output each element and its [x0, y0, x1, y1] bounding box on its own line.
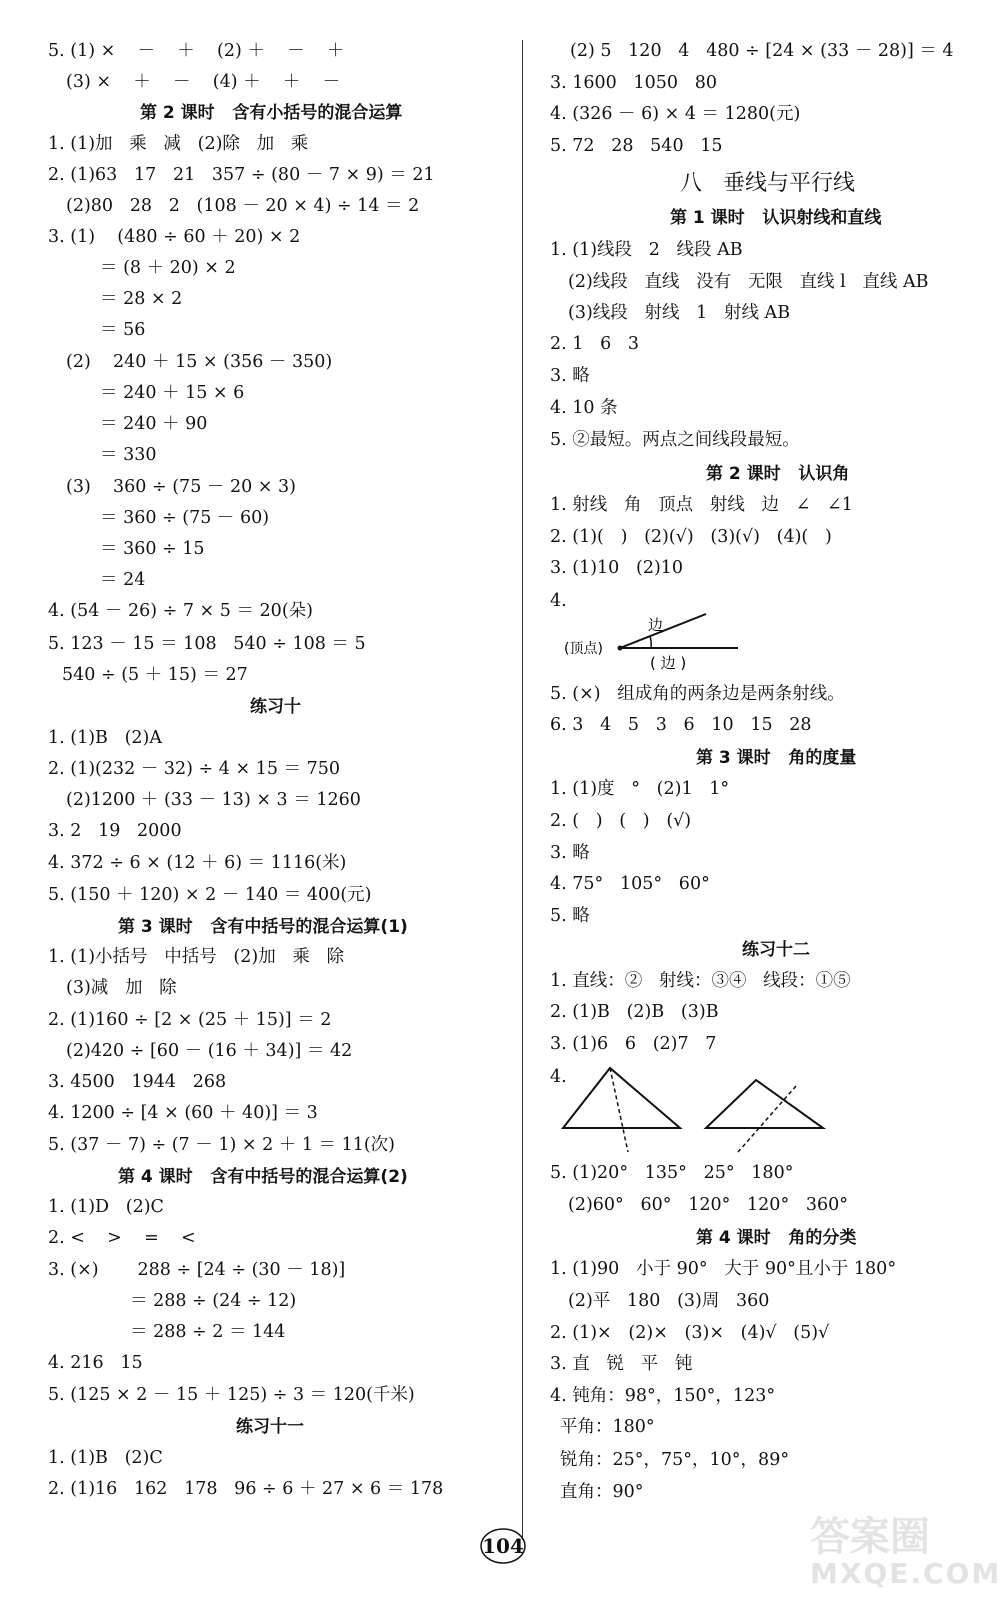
answer-line: (3) × ＋ － (4) ＋ ＋ －: [66, 72, 341, 92]
section-heading: 第 2 课时 认识角: [706, 464, 850, 484]
answer-line: 2. 1 6 3: [550, 334, 640, 354]
answer-line: (3)线段 射线 1 射线 AB: [568, 303, 791, 323]
answer-line: 2. (1)× (2)× (3)× (4)√ (5)√: [550, 1323, 830, 1343]
chapter-title: 八 垂线与平行线: [680, 171, 855, 196]
answer-line: 3. 1600 1050 80: [550, 73, 717, 93]
answer-line: 2. (1)160 ÷ [2 × (25 ＋ 15)] ＝ 2: [48, 1010, 332, 1030]
answer-line: ＝ 28 × 2: [100, 289, 183, 309]
answer-line: 4. 75° 105° 60°: [550, 874, 710, 894]
answer-line: ＝ (8 ＋ 20) × 2: [100, 258, 236, 278]
answer-line: (2)平 180 (3)周 360: [568, 1291, 770, 1311]
answer-line: 5. 123 － 15 ＝ 108 540 ÷ 108 ＝ 5: [48, 634, 366, 654]
answer-line: 4. 216 15: [48, 1353, 143, 1373]
answer-line: 2. (1)63 17 21 357 ÷ (80 － 7 × 9) ＝ 21: [48, 165, 435, 185]
answer-line: (2)60° 60° 120° 120° 360°: [568, 1195, 849, 1215]
section-heading: 第 2 课时 含有小括号的混合运算: [140, 103, 403, 123]
answer-line: 5. 略: [550, 906, 590, 926]
answer-line: 5. ②最短。两点之间线段最短。: [550, 430, 800, 450]
answer-line: 5. (1) × － ＋ (2) ＋ － ＋: [48, 41, 345, 61]
answer-line: 平角：180°: [560, 1417, 655, 1437]
answer-line: 1. (1)度 ° (2)1 1°: [550, 779, 730, 799]
answer-line: 5. (×) 组成角的两条边是两条射线。: [550, 684, 845, 704]
answer-line: 1. (1)加 乘 减 (2)除 加 乘: [48, 134, 309, 154]
answer-line: ＝ 360 ÷ (75 － 60): [100, 508, 270, 528]
column-divider: [522, 40, 523, 1540]
section-heading: 第 3 课时 含有中括号的混合运算(1): [118, 917, 408, 937]
answer-line: 1. (1)小括号 中括号 (2)加 乘 除: [48, 947, 345, 967]
answer-line: 3. 略: [550, 366, 590, 386]
answer-line: (3)减 加 除: [66, 978, 177, 998]
answer-line: 4. 372 ÷ 6 × (12 ＋ 6) ＝ 1116(米): [48, 853, 347, 873]
answer-line: 4. 10 条: [550, 398, 618, 418]
answer-line: 3. (×) 288 ÷ [24 ÷ (30 － 18)]: [48, 1260, 346, 1280]
answer-line: 1. (1)B (2)C: [48, 1448, 163, 1468]
section-heading: 第 3 课时 角的度量: [696, 748, 857, 768]
answer-line: 2. (1)(232 － 32) ÷ 4 × 15 ＝ 750: [48, 759, 341, 779]
angle-vertex-label: (顶点): [564, 641, 603, 657]
answer-line: 4. 钝角：98°，150°，123°: [550, 1386, 776, 1406]
answer-line: (2)线段 直线 没有 无限 直线 l 直线 AB: [568, 272, 929, 292]
answer-line: 4.: [550, 1067, 567, 1087]
angle-edge-top-label: 边: [648, 616, 664, 634]
answer-line: (2) 240 ＋ 15 × (356 － 350): [66, 352, 333, 372]
answer-line: 4.: [550, 591, 567, 611]
answer-line: 5. (125 × 2 － 15 ＋ 125) ÷ 3 ＝ 120(千米): [48, 1385, 415, 1405]
answer-line: ＝ 24: [100, 570, 146, 590]
answer-line: 3. (1)6 6 (2)7 7: [550, 1034, 717, 1054]
answer-line: 3. (1)10 (2)10: [550, 558, 684, 578]
answer-line: ＝ 240 ＋ 15 × 6: [100, 383, 245, 403]
page-number: 104: [479, 1526, 527, 1566]
answer-line: 锐角：25°，75°，10°，89°: [560, 1450, 790, 1470]
section-heading: 第 1 课时 认识射线和直线: [670, 208, 882, 228]
answer-line: 4. (326 － 6) × 4 ＝ 1280(元): [550, 104, 801, 124]
answer-line: 2. ( ) ( ) (√): [550, 811, 692, 831]
answer-line: 直角：90°: [560, 1482, 644, 1502]
answer-line: 1. (1)D (2)C: [48, 1197, 164, 1217]
answer-line: 3. 4500 1944 268: [48, 1072, 227, 1092]
answer-line: (2) 5 120 4 480 ÷ [24 × (33 － 28)] ＝ 4: [570, 41, 954, 61]
answer-line: 3. 直 锐 平 钝: [550, 1354, 693, 1374]
answer-line: (2)1200 ＋ (33 － 13) × 3 ＝ 1260: [66, 790, 361, 810]
watermark-logo: 答案圈 MXQE.COM: [810, 1514, 1002, 1590]
angle-edge-bottom-label: ( 边 ): [650, 654, 687, 672]
answer-line: 2. (1)16 162 178 96 ÷ 6 ＋ 27 × 6 ＝ 178: [48, 1479, 444, 1499]
answer-line: 4. (54 － 26) ÷ 7 × 5 ＝ 20(朵): [48, 601, 313, 621]
answer-line: 1. 直线：② 射线：③④ 线段：①⑤: [550, 971, 851, 991]
answer-line: 1. (1)B (2)A: [48, 728, 163, 748]
answer-line: 5. (1)20° 135° 25° 180°: [550, 1163, 794, 1183]
answer-line: 3. 略: [550, 843, 590, 863]
answer-line: 1. 射线 角 顶点 射线 边 ∠ ∠1: [550, 495, 853, 515]
answer-line: (3) 360 ÷ (75 － 20 × 3): [66, 477, 296, 497]
answer-line: 1. (1)90 小于 90° 大于 90°且小于 180°: [550, 1259, 897, 1279]
answer-line: 5. (150 ＋ 120) × 2 － 140 ＝ 400(元): [48, 885, 372, 905]
answer-line: 3. 2 19 2000: [48, 821, 182, 841]
section-heading: 第 4 课时 角的分类: [696, 1228, 857, 1248]
answer-line: ＝ 288 ÷ (24 ÷ 12): [130, 1291, 297, 1311]
answer-line: 2. (1)( ) (2)(√) (3)(√) (4)( ): [550, 527, 832, 547]
section-heading: 第 4 课时 含有中括号的混合运算(2): [118, 1167, 408, 1187]
answer-line: 540 ÷ (5 ＋ 15) ＝ 27: [62, 665, 248, 685]
answer-line: ＝ 288 ÷ 2 ＝ 144: [130, 1322, 286, 1342]
section-heading: 练习十二: [742, 940, 810, 960]
answer-line: ＝ 330: [100, 445, 157, 465]
answer-line: ＝ 360 ÷ 15: [100, 539, 205, 559]
answer-line: 6. 3 4 5 3 6 10 15 28: [550, 715, 812, 735]
answer-line: ＝ 240 ＋ 90: [100, 414, 208, 434]
answer-line: 2. (1)B (2)B (3)B: [550, 1002, 719, 1022]
answer-line: 4. 1200 ÷ [4 × (60 ＋ 40)] ＝ 3: [48, 1103, 318, 1123]
answer-line: (2)80 28 2 (108 － 20 × 4) ÷ 14 ＝ 2: [66, 196, 420, 216]
answer-line: 5. 72 28 540 15: [550, 136, 723, 156]
answer-line: 2. < > = <: [48, 1228, 196, 1248]
triangles-figure: [558, 1064, 848, 1154]
angle-figure: [558, 612, 788, 674]
section-heading: 练习十: [250, 697, 301, 717]
answer-line: (2)420 ÷ [60 － (16 ＋ 34)] ＝ 42: [66, 1041, 353, 1061]
answer-line: 3. (1) (480 ÷ 60 ＋ 20) × 2: [48, 227, 301, 247]
section-heading: 练习十一: [236, 1417, 304, 1437]
answer-line: ＝ 56: [100, 320, 146, 340]
answer-line: 5. (37 － 7) ÷ (7 － 1) × 2 ＋ 1 ＝ 11(次): [48, 1135, 396, 1155]
answer-line: 1. (1)线段 2 线段 AB: [550, 240, 743, 260]
